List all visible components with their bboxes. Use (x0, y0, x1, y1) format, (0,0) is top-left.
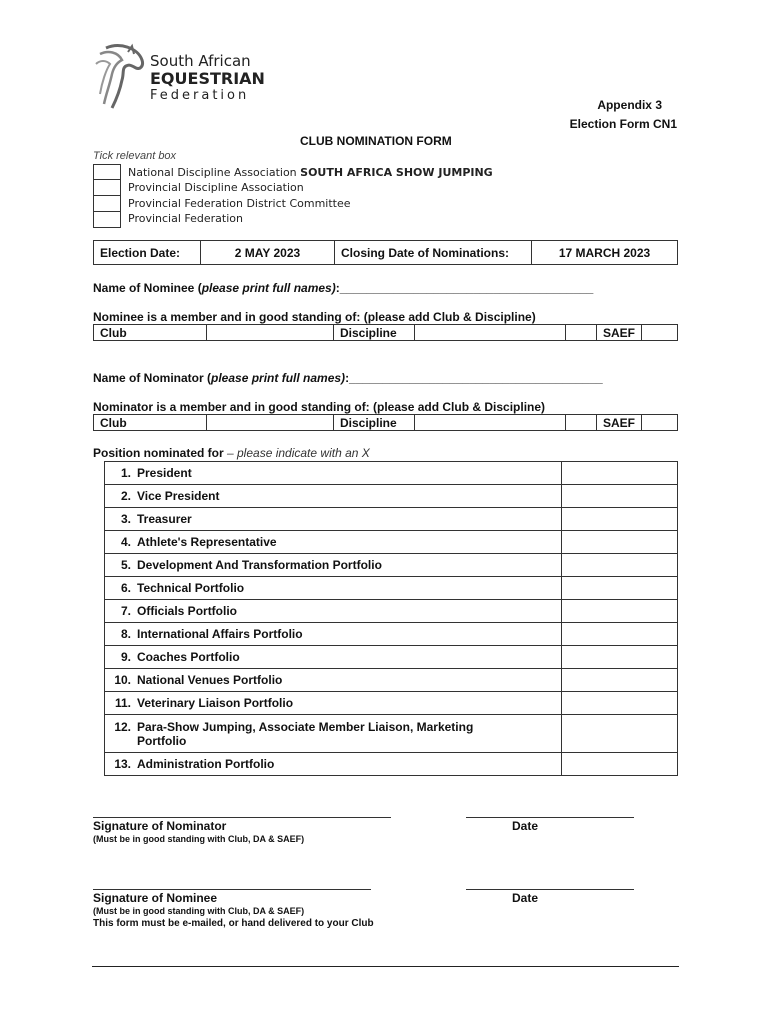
position-mark-cell[interactable] (562, 715, 678, 753)
nominee-signature-label: Signature of Nominee (93, 891, 218, 905)
position-number: 6. (120, 581, 131, 595)
position-mark-cell[interactable] (562, 554, 678, 577)
nominator-club-table (93, 414, 678, 431)
position-mark-cell[interactable] (562, 531, 678, 554)
nominee-blank-cell[interactable] (566, 325, 597, 341)
position-name-cell (105, 692, 562, 715)
nominee-club-input[interactable] (207, 325, 334, 341)
nominator-saef-input[interactable] (642, 415, 678, 431)
position-label: Position nominated for – please indicate with an X (93, 446, 370, 460)
tick-label-provincial-da: Provincial Discipline Association (128, 181, 304, 194)
tick-label-provincial-fed: Provincial Federation (128, 212, 243, 225)
position-name-cell (105, 600, 562, 623)
position-row (105, 485, 678, 508)
position-name: Officials Portfolio (137, 604, 238, 618)
position-mark-cell[interactable] (562, 692, 678, 715)
position-name: Development And Transformation Portfolio (137, 558, 382, 572)
tick-label-district: Provincial Federation District Committee (128, 197, 351, 210)
position-name-cell (105, 715, 562, 753)
tick-heading: Tick relevant box (93, 150, 177, 162)
position-name-cell (105, 669, 562, 692)
nominator-note: (Must be in good standing with Club, DA & SAEF) (93, 834, 305, 844)
position-number: 5. (120, 558, 131, 572)
position-number: 8. (120, 627, 131, 641)
nominee-discipline-input[interactable] (415, 325, 566, 341)
nominator-club-label: Club (94, 415, 207, 431)
tick-box-district[interactable] (93, 196, 121, 212)
position-mark-cell[interactable] (562, 462, 678, 485)
position-row (105, 692, 678, 715)
position-name-cell (105, 531, 562, 554)
closing-date-value: 17 MARCH 2023 (532, 241, 678, 265)
position-mark-cell[interactable] (562, 753, 678, 776)
position-name: Technical Portfolio (137, 581, 245, 595)
saef-logo (92, 42, 265, 112)
position-number: 13. (114, 757, 131, 771)
position-number: 10. (114, 673, 131, 687)
nominator-member-label: Nominator is a member and in good standing of: (please add Club & Discipline) (93, 400, 546, 414)
position-mark-cell[interactable] (562, 669, 678, 692)
nominator-discipline-label: Discipline (334, 415, 415, 431)
tick-label-national: National Discipline Association SOUTH AFRICA SHOW JUMPING (128, 166, 493, 179)
position-mark-cell[interactable] (562, 508, 678, 531)
position-number: 4. (120, 535, 131, 549)
position-mark-cell[interactable] (562, 577, 678, 600)
logo-line-2: EQUESTRIAN (150, 69, 265, 88)
nominee-date-line[interactable] (466, 889, 634, 890)
position-row (105, 508, 678, 531)
position-name: Coaches Portfolio (137, 650, 240, 664)
nominator-discipline-input[interactable] (415, 415, 566, 431)
position-row (105, 715, 678, 753)
position-name-cell (105, 462, 562, 485)
position-row (105, 669, 678, 692)
nominee-club-label: Club (94, 325, 207, 341)
position-row (105, 600, 678, 623)
position-name-cell (105, 753, 562, 776)
form-id: Election Form CN1 (569, 117, 677, 131)
position-number: 1. (120, 466, 131, 480)
position-number: 9. (120, 650, 131, 664)
nominator-club-input[interactable] (207, 415, 334, 431)
position-name: Athlete's Representative (137, 535, 277, 549)
page-title: CLUB NOMINATION FORM (300, 134, 452, 148)
position-row (105, 623, 678, 646)
positions-table (104, 461, 678, 776)
position-name: Administration Portfolio (137, 757, 275, 771)
closing-date-label: Closing Date of Nominations: (335, 241, 532, 265)
election-date-label: Election Date: (94, 241, 201, 265)
position-number: 12. (114, 719, 131, 734)
position-number: 2. (120, 489, 131, 503)
nominee-name-field[interactable]: Name of Nominee (please print full names):______________________________________ (93, 281, 594, 295)
nominator-signature-label: Signature of Nominator (93, 819, 227, 833)
position-row (105, 462, 678, 485)
position-row (105, 531, 678, 554)
nominee-saef-label: SAEF (597, 325, 642, 341)
horse-head-icon (92, 42, 148, 110)
tick-box-provincial-fed[interactable] (93, 212, 121, 228)
logo-line-3: Federation (150, 88, 250, 103)
position-row (105, 577, 678, 600)
position-row (105, 753, 678, 776)
election-date-table (93, 240, 678, 265)
appendix-label: Appendix 3 (597, 98, 662, 112)
position-mark-cell[interactable] (562, 646, 678, 669)
nominator-name-field[interactable]: Name of Nominator (please print full names):______________________________________ (93, 371, 603, 385)
position-name: Veterinary Liaison Portfolio (137, 696, 294, 710)
nominee-saef-input[interactable] (642, 325, 678, 341)
nominee-member-label: Nominee is a member and in good standing of: (please add Club & Discipline) (93, 310, 536, 324)
position-name: Vice President (137, 489, 220, 503)
footer-rule (92, 966, 679, 967)
position-name-cell (105, 485, 562, 508)
nominator-date-label: Date (512, 819, 539, 833)
tick-box-national[interactable] (93, 164, 121, 180)
position-name-cell (105, 577, 562, 600)
footer-note: This form must be e-mailed, or hand delivered to your Club (93, 918, 374, 929)
position-row (105, 646, 678, 669)
nominator-saef-label: SAEF (597, 415, 642, 431)
nominator-date-line[interactable] (466, 817, 634, 818)
election-date-value: 2 MAY 2023 (201, 241, 335, 265)
position-mark-cell[interactable] (562, 600, 678, 623)
nominee-discipline-label: Discipline (334, 325, 415, 341)
position-mark-cell[interactable] (562, 485, 678, 508)
position-name-cell (105, 554, 562, 577)
position-row (105, 554, 678, 577)
nominee-club-table (93, 324, 678, 341)
position-name: National Venues Portfolio (137, 673, 283, 687)
position-name: Treasurer (137, 512, 192, 526)
position-mark-cell[interactable] (562, 623, 678, 646)
position-number: 7. (120, 604, 131, 618)
position-name: President (137, 466, 192, 480)
position-name: International Affairs Portfolio (137, 627, 303, 641)
nominator-signature-line[interactable] (93, 817, 391, 818)
logo-line-1: South African (150, 52, 251, 70)
position-name-cell (105, 646, 562, 669)
position-name-cell (105, 623, 562, 646)
tick-box-provincial-da[interactable] (93, 180, 121, 196)
nominator-blank-cell[interactable] (566, 415, 597, 431)
nominee-note: (Must be in good standing with Club, DA & SAEF) (93, 906, 305, 916)
nominee-date-label: Date (512, 891, 539, 905)
position-number: 3. (120, 512, 131, 526)
nominee-signature-line[interactable] (93, 889, 371, 890)
position-number: 11. (114, 696, 131, 710)
position-name: Para-Show Jumping, Associate Member Liaison, Marketing Portfolio (137, 719, 474, 748)
position-name-cell (105, 508, 562, 531)
